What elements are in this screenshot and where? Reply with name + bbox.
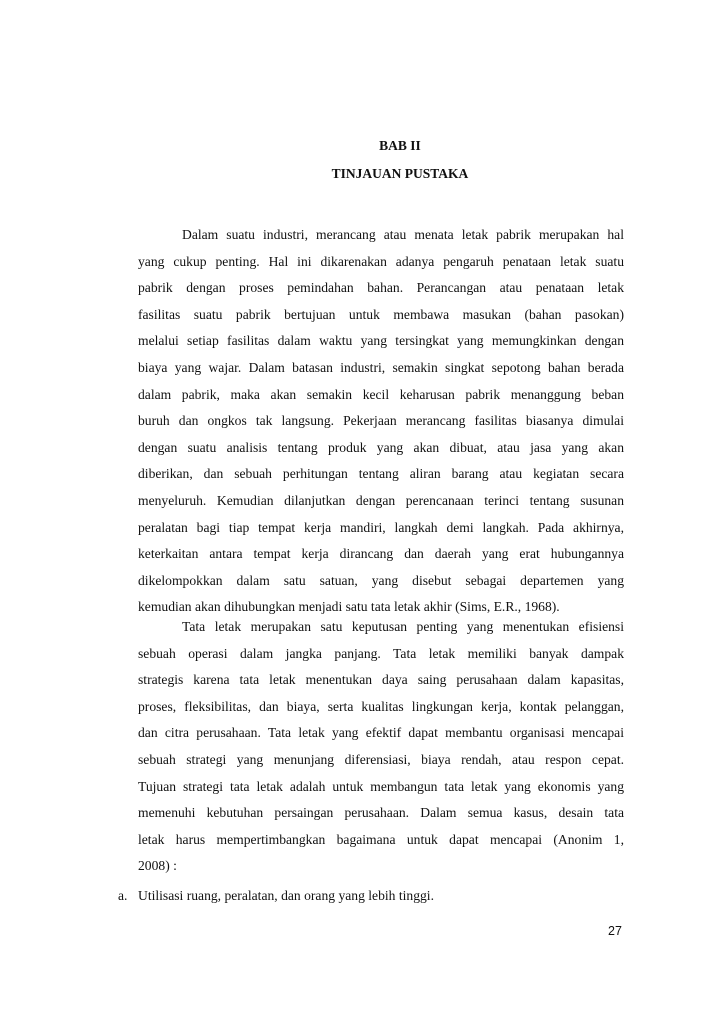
paragraph-line: peralatan bagi tiap tempat kerja mandiri, langkah demi langkah. Pada akhirnya, (138, 519, 624, 535)
paragraph-line: sebuah operasi dalam jangka panjang. Tata letak memiliki banyak dampak (138, 645, 624, 661)
chapter-title: TINJAUAN PUSTAKA (331, 166, 469, 181)
paragraph-line: proses, fleksibilitas, dan biaya, serta kualitas lingkungan kerja, kontak pelanggan, (138, 698, 624, 714)
paragraph-line: diberikan, dan sebuah perhitungan tentang aliran barang atau kegiatan secara (138, 466, 624, 482)
paragraph-line: dengan suatu analisis tentang produk yang akan dibuat, atau jasa yang akan (138, 439, 624, 455)
list-item-a (118, 883, 434, 909)
paragraph-line: buruh dan ongkos tak langsung. Pekerjaan merancang fasilitas biasanya dimulai (138, 413, 624, 429)
list-item-text: Utilisasi ruang, peralatan, dan orang yang lebih tinggi. (138, 888, 434, 903)
paragraph-1 (138, 222, 624, 621)
paragraph-line: keterkaitan antara tempat kerja dirancang dan daerah yang erat hubungannya (138, 546, 624, 562)
paragraph-line: Tujuan strategi tata letak adalah untuk membangun tata letak yang ekonomis yang (138, 778, 624, 794)
paragraph-line: biaya yang wajar. Dalam batasan industri, semakin singkat sepotong bahan berada (138, 359, 624, 375)
paragraph-line: strategis karena tata letak menentukan daya saing perusahaan dalam kapasitas, (138, 672, 624, 688)
paragraph-line: fasilitas suatu pabrik bertujuan untuk membawa masukan (bahan pasokan) (138, 306, 624, 322)
paragraph-line: Tata letak merupakan satu keputusan penting yang menentukan efisiensi (182, 619, 624, 634)
list-marker: a. (118, 888, 128, 903)
paragraph-line: menyeluruh. Kemudian dilanjutkan dengan perencanaan terinci tentang susunan (138, 492, 624, 508)
paragraph-line: kemudian akan dihubungkan menjadi satu tata letak akhir (Sims, E.R., 1968). (138, 599, 560, 615)
paragraph-line: sebuah strategi yang menunjang diferensiasi, biaya rendah, atau respon cepat. (138, 751, 624, 767)
paragraph-line: pabrik dengan proses pemindahan bahan. Perancangan atau penataan letak (138, 280, 624, 296)
paragraph-2 (138, 614, 624, 880)
chapter-number: BAB II (379, 138, 421, 153)
paragraph-line: 2008) : (138, 858, 177, 874)
paragraph-line: dalam pabrik, maka akan semakin kecil keharusan pabrik menanggung beban (138, 386, 624, 402)
paragraph-line: memenuhi kebutuhan persaingan perusahaan. Dalam semua kasus, desain tata (138, 805, 624, 821)
paragraph-line: Dalam suatu industri, merancang atau menata letak pabrik merupakan hal (182, 227, 624, 242)
paragraph-line: letak harus mempertimbangkan bagaimana untuk dapat mencapai (Anonim 1, (138, 831, 624, 847)
paragraph-line: yang cukup penting. Hal ini dikarenakan adanya pengaruh penataan letak suatu (138, 253, 624, 269)
page-number: 27 (608, 924, 622, 938)
paragraph-line: dan citra perusahaan. Tata letak yang efektif dapat membantu organisasi mencapai (138, 725, 624, 741)
paragraph-line: dikelompokkan dalam satu satuan, yang disebut sebagai departemen yang (138, 572, 624, 588)
paragraph-line: melalui setiap fasilitas dalam waktu yang tersingkat yang memungkinkan dengan (138, 333, 624, 349)
